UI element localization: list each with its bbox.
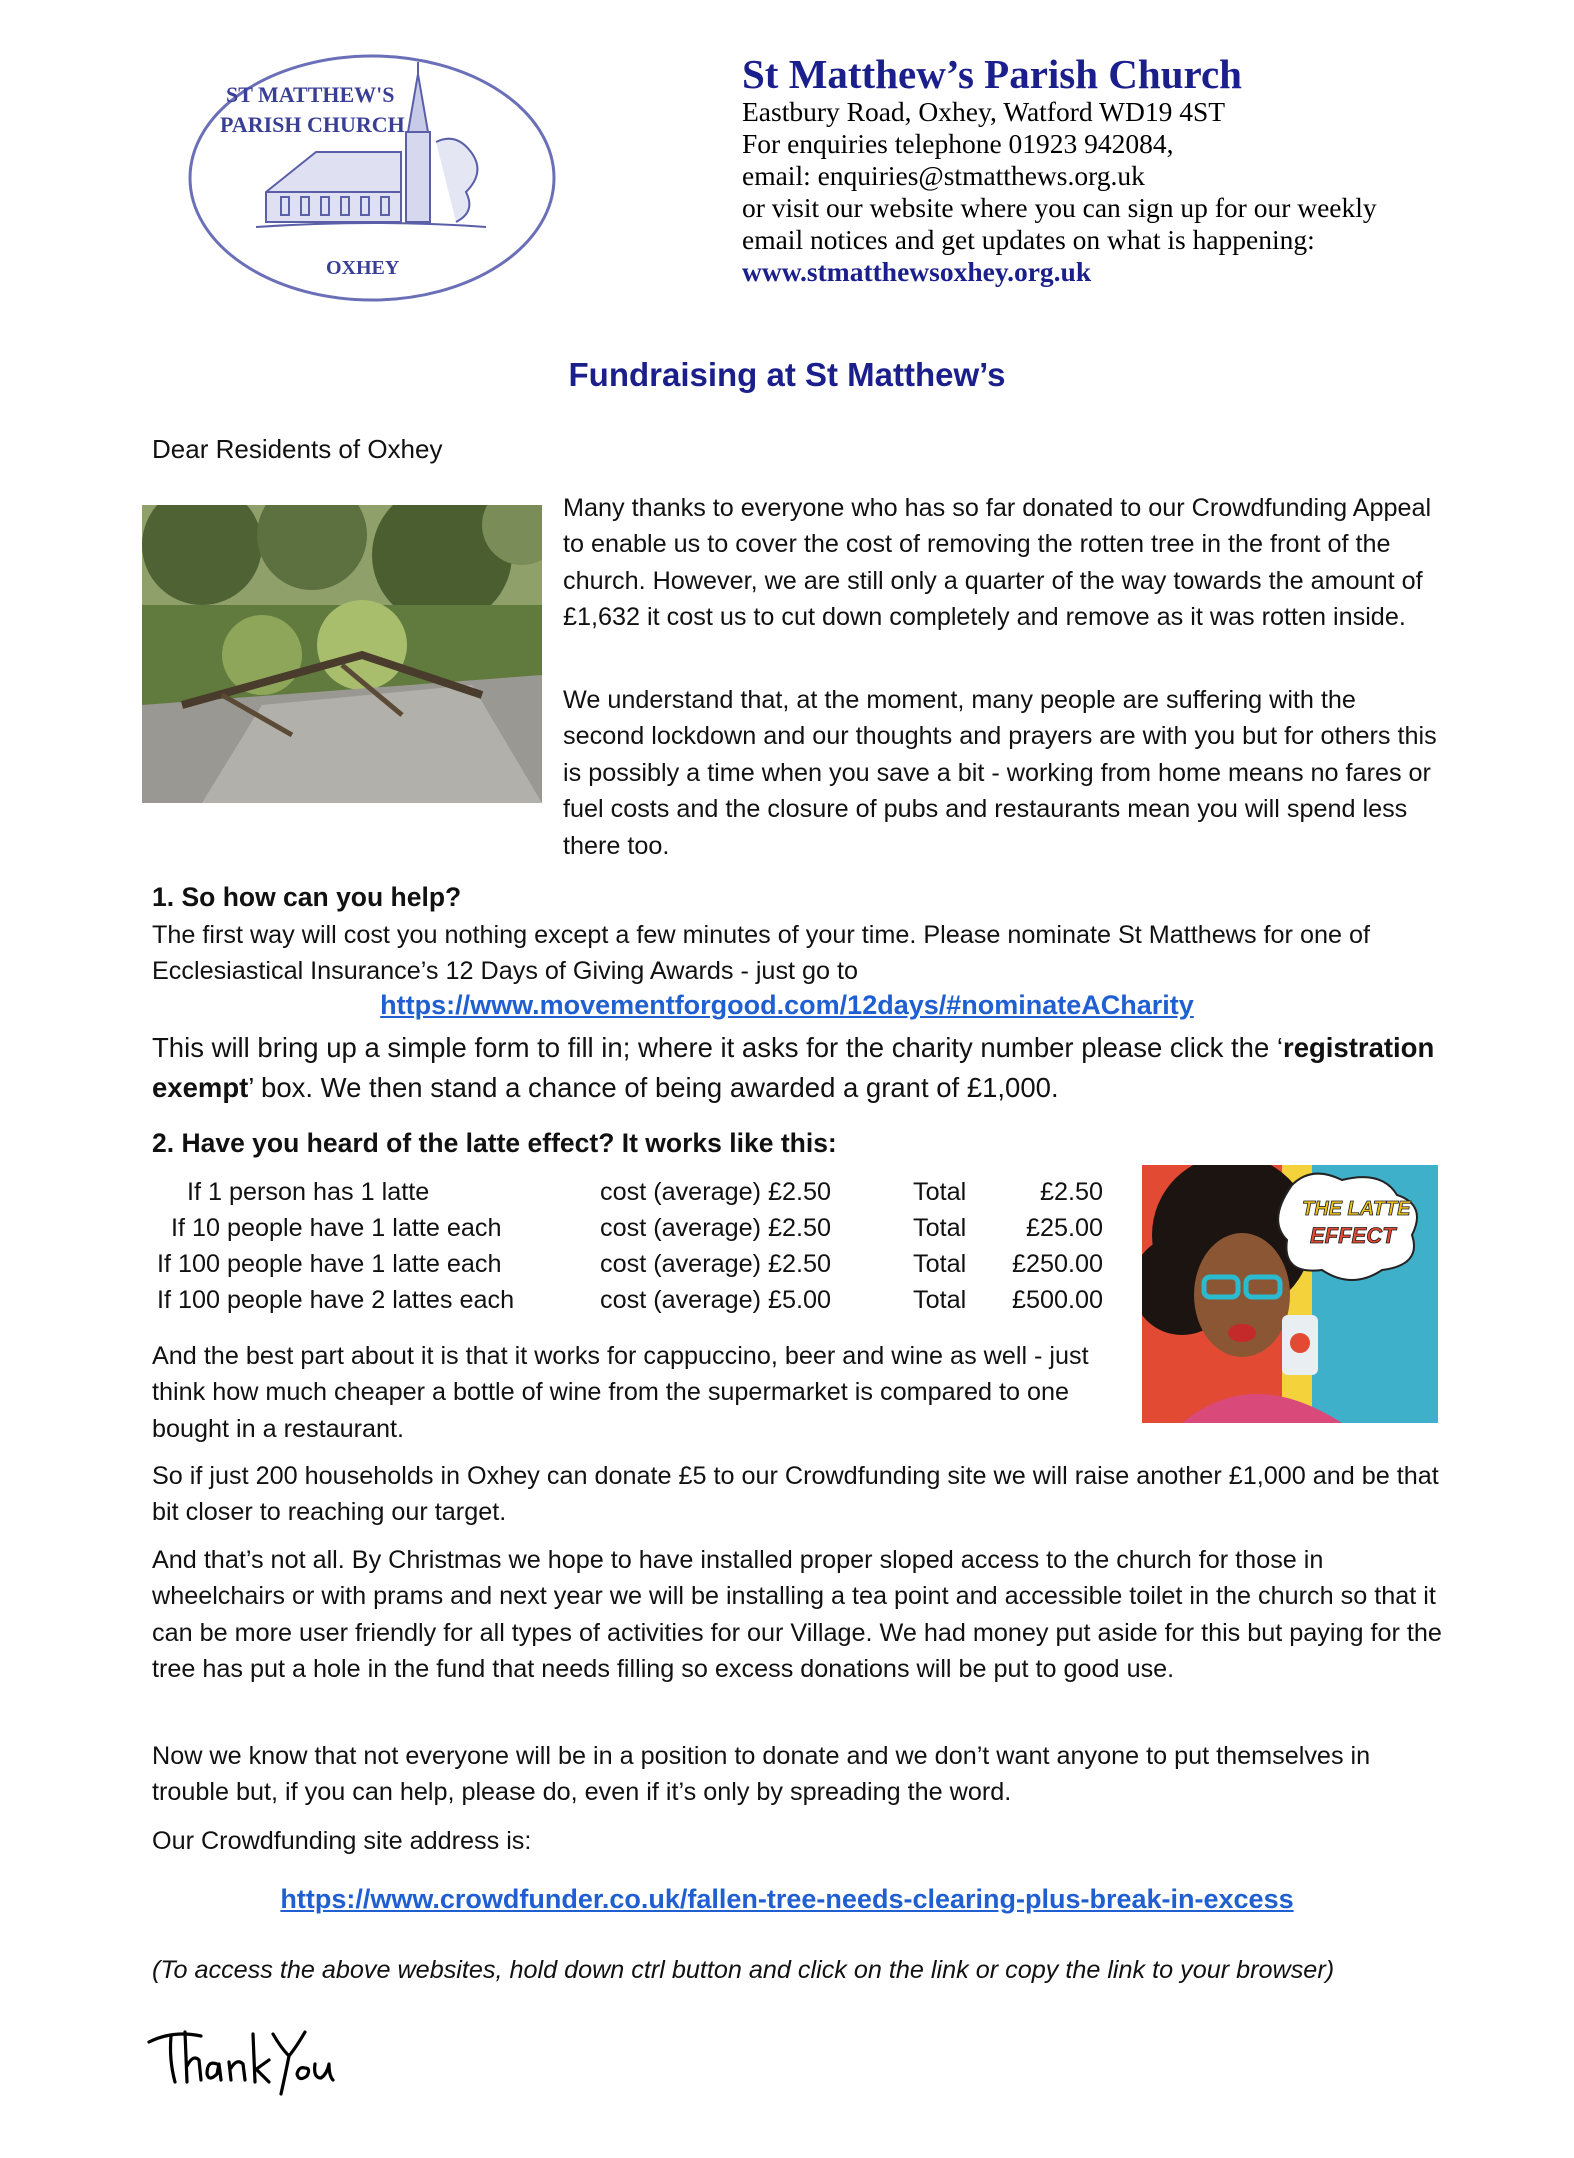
table-row-who: If 1 person has 1 latte <box>187 1178 430 1206</box>
table-row-cost: cost (average) £2.50 <box>600 1178 832 1206</box>
table-row-cost: cost (average) £2.50 <box>600 1250 832 1278</box>
households-paragraph: So if just 200 households in Oxhey can donate £5 to our Crowdfunding site we will raise another £1,000 and be that bit closer to reaching our target. <box>152 1462 1439 1527</box>
church-phone: For enquiries telephone 01923 942084, <box>742 128 1174 159</box>
intro-paragraph: Many thanks to everyone who has so far donated to our Crowdfunding Appeal to enable us to cover the cost of removing the rotten tree in the front of the church. However, we are still only a quarter of the way towards the amount of £1,632 it cost us to cut down completely and remove as it was rotten inside. <box>563 494 1432 632</box>
logo-text-line1: ST MATTHEW'S <box>226 82 395 107</box>
logo-text-line2: PARISH CHURCH <box>220 112 405 137</box>
access-note: (To access the above websites, hold down ctrl button and click on the link or copy the link to your browser) <box>152 1956 1335 1984</box>
table-row-who: If 100 people have 1 latte each <box>157 1250 502 1278</box>
table-row-cost: cost (average) £2.50 <box>600 1214 832 1242</box>
christmas-paragraph: And that’s not all. By Christmas we hope to have installed proper sloped access to the church for those in wheelchairs or with prams and next year we will be installing a tea point and accessible toilet in the church so that it can be more user friendly for all types of activities for our Village. We had money put aside for this but paying for the tree has put a hole in the fund that needs filling so excess donations will be put to good use. <box>152 1546 1442 1684</box>
church-name: St Matthew’s Parish Church <box>742 51 1242 97</box>
table-row-total: £500.00 <box>1011 1286 1103 1314</box>
table-row-total-label: Total <box>913 1250 967 1278</box>
latte-bubble-line2: EFFECT <box>1310 1223 1396 1248</box>
table-row-total: £2.50 <box>1039 1178 1103 1206</box>
table-row-who: If 10 people have 1 latte each <box>171 1214 502 1242</box>
page-title: Fundraising at St Matthew’s <box>568 356 1006 393</box>
registration-exempt-text: registration exempt <box>152 1032 1435 1103</box>
table-row-total: £250.00 <box>1011 1250 1103 1278</box>
latte-bubble-line1: THE LATTE <box>1302 1198 1411 1220</box>
donate-note-paragraph: Now we know that not everyone will be in a position to donate and we don’t want anyone to put themselves in trouble but, if you can help, please do, even if it’s only by spreading the word. <box>152 1742 1371 1807</box>
church-address: Eastbury Road, Oxhey, Watford WD19 4ST <box>742 96 1226 127</box>
website-text-line2: email notices and get updates on what is happening: <box>742 224 1315 255</box>
crowdfunder-link[interactable]: https://www.crowdfunder.co.uk/fallen-tree-needs-clearing-plus-break-in-excess <box>280 1884 1294 1914</box>
lockdown-paragraph: We understand that, at the moment, many people are suffering with the second lockdown and our thoughts and prayers are with you but for others this is possibly a time when you save a bit - working from home means no fares or fuel costs and the closure of pubs and restaurants mean you will spend less there too. <box>563 686 1437 860</box>
table-row-who: If 100 people have 2 lattes each <box>157 1286 515 1314</box>
section1-heading: 1. So how can you help? <box>152 882 462 912</box>
table-row-cost: cost (average) £5.00 <box>600 1286 832 1314</box>
table-row-total: £25.00 <box>1025 1214 1103 1242</box>
table-row-total-label: Total <box>913 1178 967 1206</box>
church-website-link[interactable]: www.stmatthewsoxhey.org.uk <box>742 256 1092 287</box>
salutation: Dear Residents of Oxhey <box>152 434 443 464</box>
best-part-paragraph: And the best part about it is that it works for cappuccino, beer and wine as well - just think how much cheaper a bottle of wine from the supermarket is compared to one bought in a restaurant. <box>152 1342 1089 1443</box>
section2-heading: 2. Have you heard of the latte effect? It works like this: <box>152 1128 837 1158</box>
table-row-total-label: Total <box>913 1214 967 1242</box>
table-row-total-label: Total <box>913 1286 967 1314</box>
thank-you-signature <box>145 2020 335 2100</box>
fallen-tree-photo <box>142 505 542 803</box>
latte-effect-illustration <box>1142 1165 1438 1423</box>
logo-text-bottom: OXHEY <box>326 257 400 279</box>
website-text-line1: or visit our website where you can sign up for our weekly <box>742 192 1377 223</box>
nominate-paragraph: The first way will cost you nothing except a few minutes of your time. Please nominate St Matthews for one of Ecclesiastical Insurance’s 12 Days of Giving Awards - just go to <box>152 921 1370 986</box>
form-paragraph: This will bring up a simple form to fill in; where it asks for the charity number please click the ‘registration exempt’ box. We then stand a chance of being awarded a grant of £1,000. <box>152 1032 1435 1103</box>
church-logo <box>186 52 558 304</box>
crowdfunding-site-label: Our Crowdfunding site address is: <box>152 1827 532 1855</box>
church-email: email: enquiries@stmatthews.org.uk <box>742 160 1145 191</box>
nominate-link[interactable]: https://www.movementforgood.com/12days/#nominateACharity <box>380 990 1194 1020</box>
